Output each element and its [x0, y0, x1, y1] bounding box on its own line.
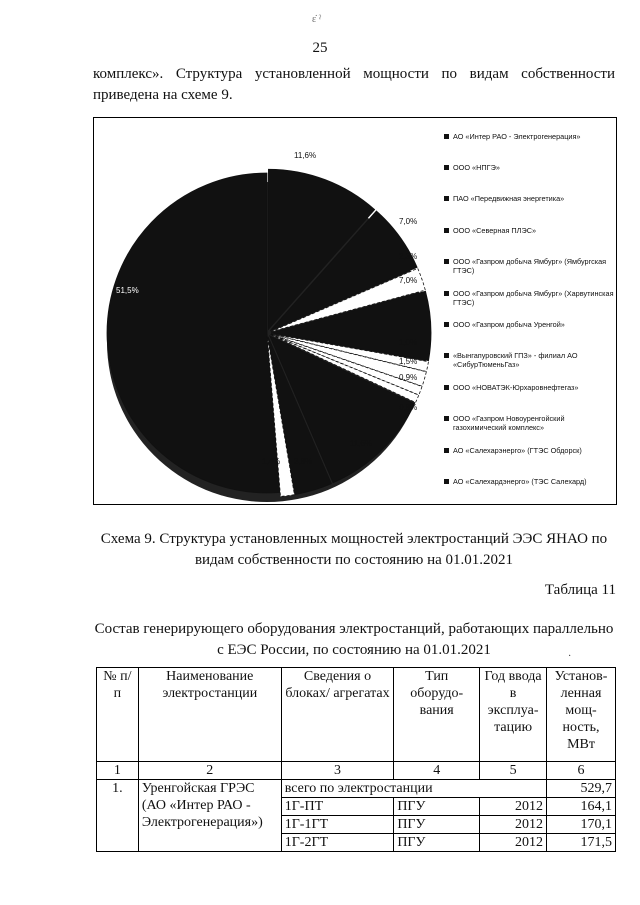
- legend-item: [444, 132, 614, 141]
- pie-slice-label: 0,9%: [399, 373, 418, 382]
- unit-year: 2012: [480, 798, 547, 816]
- margin-mark: ·: [568, 651, 572, 662]
- legend-swatch: [444, 416, 449, 421]
- intro-line-2: приведена на схеме 9.: [93, 87, 233, 103]
- legend-label: ООО «НОВАТЭК-Юрхаровнефтегаз»: [453, 383, 579, 392]
- header-year: Год ввода в эксплуа-тацию: [480, 668, 547, 762]
- legend-label: ООО «Газпром добыча Ямбург» (Ямбургская ГТЭС): [453, 257, 607, 275]
- legend-item: [444, 226, 614, 235]
- col-num-3: 3: [281, 762, 394, 780]
- col-num-6: 6: [547, 762, 616, 780]
- handwritten-mark: ɛ̇ ˀ: [312, 14, 322, 25]
- station-total-value: 529,7: [547, 780, 616, 798]
- legend-label: ООО «Северная ПЛЭС»: [453, 226, 537, 235]
- page-number: 25: [312, 40, 328, 56]
- unit-power: 170,1: [547, 816, 616, 834]
- intro-line-1: комплекс». Структура установленной мощности по видам собственности: [93, 66, 615, 82]
- legend-swatch: [444, 291, 449, 296]
- figure-caption: Схема 9. Структура установленных мощностей электростанций ЭЭС ЯНАО по видам собственности по состоянию на 01.01.2021: [100, 531, 608, 568]
- unit-type: ПГУ: [394, 816, 480, 834]
- pie-slice-label: 1,4%: [262, 457, 281, 466]
- unit-type: ПГУ: [394, 798, 480, 816]
- legend-swatch: [444, 353, 449, 358]
- legend-label: ООО «Газпром добыча Ямбург» (Харвутинская ГТЭС): [453, 289, 614, 307]
- legend-item: [444, 320, 614, 329]
- legend-label: АО «Салехардэнерго» (ТЭС Салехард): [453, 477, 587, 486]
- column-number-row: [97, 762, 616, 780]
- header-station: Наименование электростанции: [138, 668, 281, 762]
- intro-paragraph: [93, 64, 615, 106]
- pie-chart-figure: [93, 117, 617, 505]
- unit-name: 1Г-1ГТ: [281, 816, 394, 834]
- table-number: Таблица 11: [544, 582, 616, 598]
- pie-slice-label: 3,8%: [294, 457, 313, 466]
- legend-label: АО «Салехарэнерго» (ГТЭС Обдорск): [453, 446, 582, 455]
- unit-power: 164,1: [547, 798, 616, 816]
- table-header-row: [97, 668, 616, 762]
- header-units: Сведения о блоках/ агрегатах: [281, 668, 394, 762]
- pie-slice-label: 0,8%: [399, 403, 418, 412]
- legend-item: [444, 289, 614, 307]
- legend-label: ООО «Газпром Новоуренгойский газохимический комплекс»: [453, 414, 565, 432]
- col-num-1: 1: [97, 762, 139, 780]
- legend-item: [444, 446, 614, 455]
- table-title: Состав генерирующего оборудования электростанций, работающих параллельно с ЕЭС России, по состоянию на 01.01.2021: [94, 621, 614, 658]
- col-num-5: 5: [480, 762, 547, 780]
- station-name: Уренгойская ГРЭС (АО «Интер РАО - Электрогенерация»): [138, 780, 281, 852]
- legend-swatch: [444, 479, 449, 484]
- station-total-label: всего по электростанции: [281, 780, 546, 798]
- pie-slice-label: 51,5%: [116, 286, 139, 295]
- legend-swatch: [444, 134, 449, 139]
- legend-label: «Вынгапуровский ГПЗ» - филиал АО «СибурТюменьГаз»: [453, 351, 578, 369]
- legend-item: [444, 383, 614, 392]
- unit-name: 1Г-ПТ: [281, 798, 394, 816]
- pie-slice-label: 11,6%: [350, 439, 373, 448]
- legend-item: [444, 194, 614, 203]
- legend-swatch: [444, 228, 449, 233]
- legend-item: [444, 163, 614, 172]
- pie-slice-label: 7,0%: [399, 217, 418, 226]
- legend-item: [444, 414, 614, 432]
- station-num: 1.: [97, 780, 139, 852]
- pie-slice-label: 1,0%: [399, 338, 418, 347]
- unit-year: 2012: [480, 834, 547, 852]
- col-num-2: 2: [138, 762, 281, 780]
- legend-label: АО «Интер РАО - Электрогенерация»: [453, 132, 581, 141]
- header-num: № п/п: [97, 668, 139, 762]
- legend-swatch: [444, 385, 449, 390]
- pie-slice-label: 1,5%: [399, 357, 418, 366]
- unit-name: 1Г-2ГТ: [281, 834, 394, 852]
- unit-year: 2012: [480, 816, 547, 834]
- legend-label: ООО «Газпром добыча Уренгой»: [453, 320, 565, 329]
- legend-item: [444, 351, 614, 369]
- legend-swatch: [444, 322, 449, 327]
- pie-slice-label: 11,6%: [294, 151, 317, 160]
- pie-slice-label: 7,0%: [399, 276, 418, 285]
- legend-swatch: [444, 448, 449, 453]
- legend-item: [444, 477, 614, 486]
- legend-swatch: [444, 165, 449, 170]
- legend-swatch: [444, 196, 449, 201]
- table-row: [97, 780, 616, 798]
- header-power: Установ-ленная мощ-ность, МВт: [547, 668, 616, 762]
- unit-type: ПГУ: [394, 834, 480, 852]
- header-type: Тип оборудо-вания: [394, 668, 480, 762]
- legend-label: ПАО «Передвижная энергетика»: [453, 194, 565, 203]
- pie-slice-label: 2,3%: [399, 252, 418, 261]
- legend-item: [444, 257, 614, 275]
- unit-power: 171,5: [547, 834, 616, 852]
- col-num-4: 4: [394, 762, 480, 780]
- legend-label: ООО «НПГЭ»: [453, 163, 500, 172]
- pie-slice: [107, 173, 280, 493]
- equipment-table: [96, 667, 616, 852]
- legend-swatch: [444, 259, 449, 264]
